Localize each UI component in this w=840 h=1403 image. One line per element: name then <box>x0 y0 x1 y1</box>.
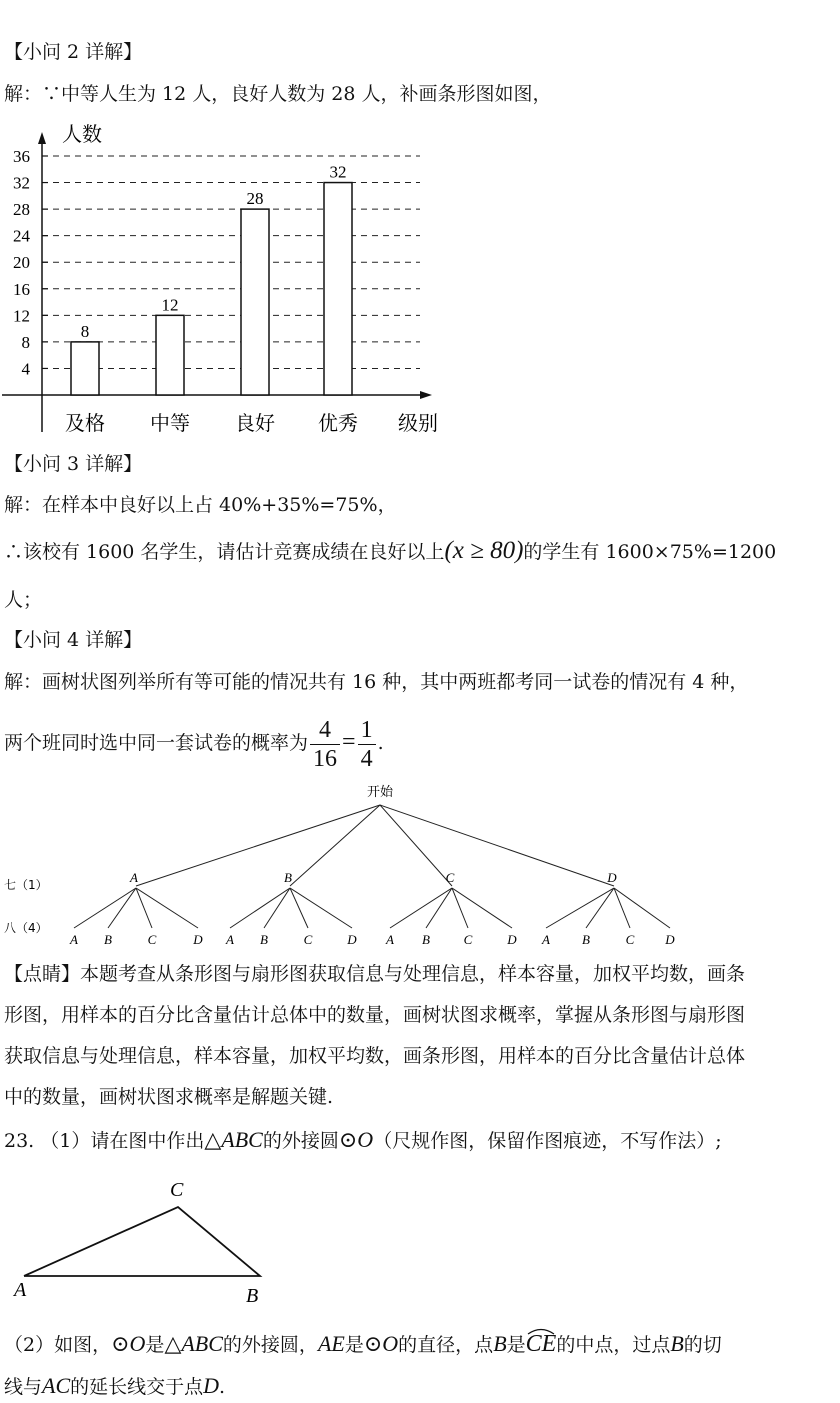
point-c-label: C <box>170 1179 184 1201</box>
tree-diagram <box>0 778 700 953</box>
point-a-label: A <box>14 1279 27 1301</box>
tree-leaf: B <box>582 932 590 947</box>
bar <box>241 209 269 395</box>
tree-level1-label: 七（1） <box>4 878 48 892</box>
x-tick-labels <box>65 411 358 435</box>
tree-level1-node: A <box>130 870 138 885</box>
y-tick-label: 16 <box>13 279 30 299</box>
tree-nodes <box>69 870 675 947</box>
tree-level1-node: C <box>445 870 455 885</box>
tree-leaf: D <box>507 932 517 947</box>
q4-heading: 【小问 4 详解】 <box>4 629 143 651</box>
bars <box>71 163 352 395</box>
tree-branch <box>264 888 290 928</box>
bar-value-label: 8 <box>80 321 90 341</box>
tree-branch <box>290 805 380 886</box>
y-tick-label: 12 <box>13 306 30 326</box>
q2-heading: 【小问 2 详解】 <box>4 41 143 63</box>
tree-branch <box>74 888 136 928</box>
tree-leaf: A <box>226 932 234 947</box>
bar-value-label: 28 <box>246 189 264 209</box>
q3-text-2-pre: ∴该校有 1600 名学生，请估计竞赛成绩在良好以上 <box>4 541 445 563</box>
q2-text: 解：∵中等人生为 12 人，良好人数为 28 人，补画条形图如图， <box>4 83 552 105</box>
y-axis-label: 人数 <box>62 122 102 146</box>
tree-leaf: A <box>70 932 78 947</box>
q4-text-2-pre: 两个班同时选中同一套试卷的概率为 <box>4 732 309 754</box>
bar-value-label: 12 <box>161 295 179 315</box>
tree-leaf: D <box>347 932 357 947</box>
y-tick-label: 24 <box>13 226 30 246</box>
fraction-4-16: $\frac{4}{16}$ <box>310 716 340 773</box>
tree-leaf: B <box>422 932 430 947</box>
tree-branch <box>426 888 452 928</box>
tree-branch <box>108 888 136 928</box>
q3-text-1: 解：在样本中良好以上占 40%+35%=75%， <box>4 494 397 516</box>
tree-branch <box>136 888 198 928</box>
tree-leaf: C <box>303 932 313 947</box>
x-tick-label: 及格 <box>65 411 105 435</box>
tree-branch <box>136 888 152 928</box>
tree-leaf: A <box>542 932 550 947</box>
q23-text-3: 线与AC的延长线交于点D. <box>4 1373 226 1398</box>
tree-level2-label: 八（4） <box>4 921 48 935</box>
q3-heading: 【小问 3 详解】 <box>4 453 143 475</box>
q3-inequality: (x ≥ 80) <box>444 537 524 564</box>
tree-branch <box>452 888 512 928</box>
tree-branch <box>390 888 452 928</box>
tree-leaf: C <box>625 932 635 947</box>
tree-branch <box>546 888 614 928</box>
chart-axes <box>2 132 432 432</box>
x-tick-label: 中等 <box>150 411 190 435</box>
triangle-abc: △ABC <box>204 1127 263 1152</box>
arc-mark <box>526 1327 556 1335</box>
y-tick-label: 36 <box>13 147 30 166</box>
q23-text-2: （2）如图，⊙O是△ABC的外接圆，AE是⊙O的直径，点B是CE 的中点，过点B的切 <box>4 1330 722 1359</box>
tree-branch <box>230 888 290 928</box>
tree-leaf: D <box>193 932 203 947</box>
x-axis-label: 级别 <box>398 411 438 435</box>
y-tick-labels <box>13 147 31 378</box>
tree-branch <box>380 805 614 886</box>
q3-text-2 <box>4 537 776 566</box>
x-tick-label: 优秀 <box>318 411 358 435</box>
q23-text-1: 23. （1）请在图中作出△ABC的外接圆⊙O（尺规作图，保留作图痕迹，不写作法）; <box>4 1127 722 1152</box>
circle-o: ⊙O <box>338 1127 374 1152</box>
y-tick-label: 8 <box>21 332 30 352</box>
tree-leaf: D <box>665 932 675 947</box>
q3-text-3: 人； <box>4 589 43 611</box>
y-tick-label: 20 <box>13 253 30 273</box>
tree-leaf: C <box>463 932 473 947</box>
comment-line-2: 形图，用样本的百分比含量估计总体中的数量，画树状图求概率，掌握从条形图与扇形图 <box>4 1004 746 1026</box>
tree-leaf: A <box>386 932 394 947</box>
bar <box>71 342 99 395</box>
tree-level1-node: B <box>284 870 292 885</box>
bar-chart <box>0 112 460 442</box>
y-tick-label: 32 <box>13 173 30 193</box>
y-tick-label: 28 <box>13 200 30 220</box>
comment-line-4: 中的数量，画树状图求概率是解题关键. <box>4 1086 334 1108</box>
bar <box>156 315 184 395</box>
bar <box>324 183 352 395</box>
comment-line-1: 【点睛】本题考查从条形图与扇形图获取信息与处理信息，样本容量，加权平均数，画条 <box>4 963 746 985</box>
fraction-1-4: $\frac{1}{4}$ <box>358 716 376 773</box>
tree-level1-node: D <box>607 870 617 885</box>
triangle-figure <box>0 1172 300 1312</box>
q4-text-1: 解：画树状图列举所有等可能的情况共有 16 种，其中两班都考同一试卷的情况有 4 种， <box>4 671 749 693</box>
tree-leaf: C <box>147 932 157 947</box>
arc-ce: CE <box>526 1331 557 1357</box>
bar-value-label: 32 <box>329 162 347 182</box>
q4-text-2-post: . <box>377 732 384 754</box>
q4-text-2 <box>4 712 384 773</box>
tree-branch <box>586 888 614 928</box>
point-b-label: B <box>246 1285 259 1307</box>
tree-branch <box>452 888 468 928</box>
tree-root-label: 开始 <box>366 785 394 800</box>
q3-text-2-post: 的学生有 1600×75%=1200 <box>523 541 777 563</box>
y-tick-label: 4 <box>21 359 30 379</box>
equals-sign: = <box>342 729 356 755</box>
tree-leaf: B <box>104 932 112 947</box>
x-tick-label: 良好 <box>235 411 275 435</box>
tree-branch <box>136 805 380 886</box>
chart-grid <box>42 156 420 368</box>
tree-leaf: B <box>260 932 268 947</box>
tree-branches <box>74 805 670 928</box>
comment-line-3: 获取信息与处理信息，样本容量，加权平均数，画条形图，用样本的百分比含量估计总体 <box>4 1045 746 1067</box>
